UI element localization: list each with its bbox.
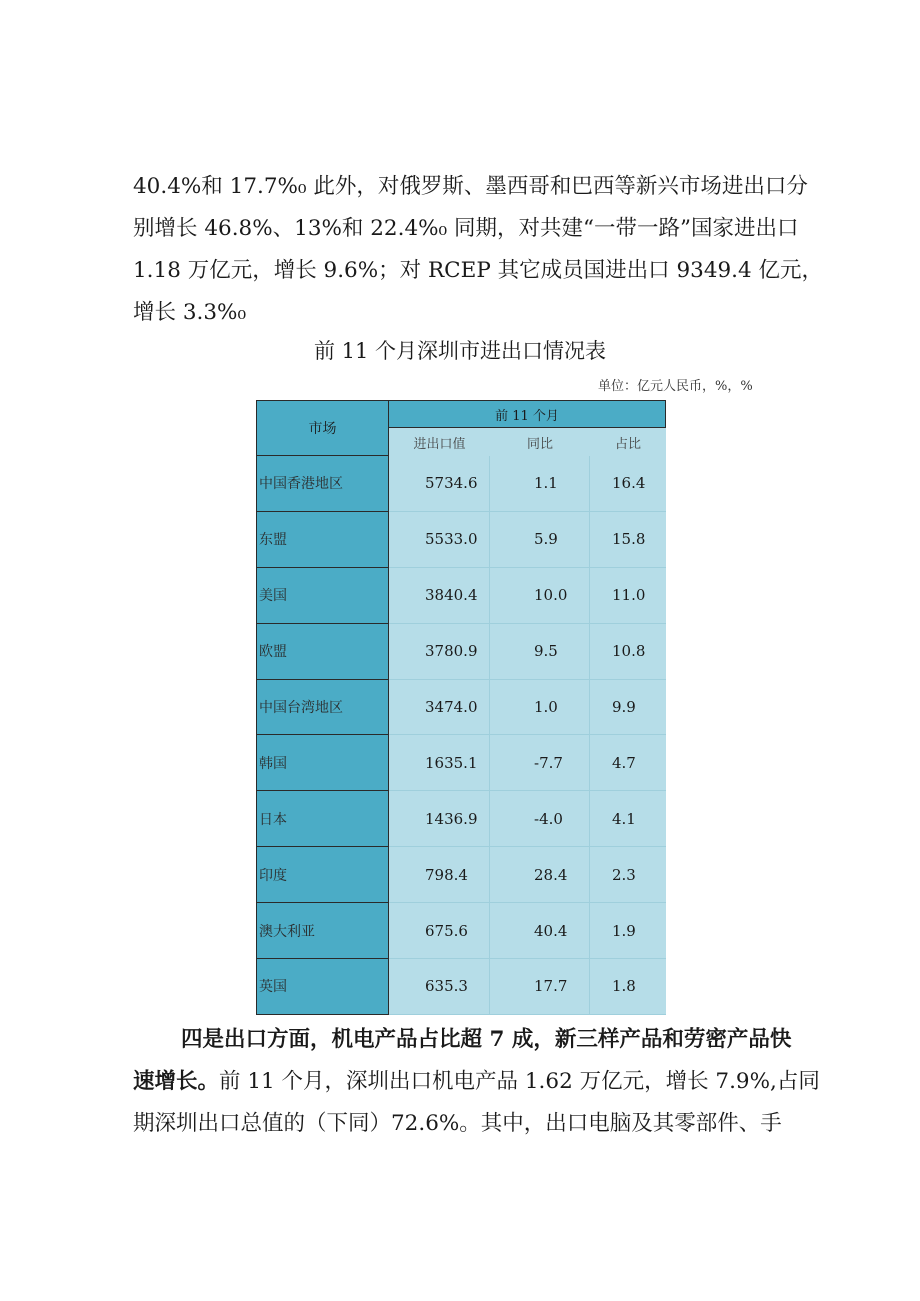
yoy-cell: 17.7 [490,959,590,1015]
yoy-cell: 28.4 [490,847,590,903]
market-column-header: 市场 [256,400,389,456]
table-row [256,680,666,736]
yoy-cell: 1.1 [490,456,590,512]
share-cell: 1.8 [590,959,666,1015]
share-cell: 1.9 [590,903,666,959]
table-caption: 前 11 个月深圳市进出口情况表 [313,339,607,363]
paragraph-line: 四是出口方面，机电产品占比超 7 成，新三样产品和劳密产品快 [181,1027,792,1052]
yoy-cell: -7.7 [490,735,590,791]
value-cell: 635.3 [389,959,490,1015]
yoy-cell: 1.0 [490,680,590,736]
table-row [256,959,666,1015]
value-cell: 1436.9 [389,791,490,847]
table-body [256,456,666,1015]
market-cell: 日本 [256,791,389,847]
table-row [256,568,666,624]
value-cell: 3474.0 [389,680,490,736]
yoy-cell: 9.5 [490,624,590,680]
paragraph-line [133,1061,820,1103]
share-cell: 16.4 [590,456,666,512]
market-cell: 澳大利亚 [256,903,389,959]
table-row [256,456,666,512]
period-header: 前 11 个月 [389,400,666,428]
table-row [256,512,666,568]
table-row [256,791,666,847]
value-cell: 1635.1 [389,735,490,791]
table-row [256,735,666,791]
market-cell: 印度 [256,847,389,903]
share-cell: 4.1 [590,791,666,847]
paragraph-line: 40.4%和 17.7%₀ 此外，对俄罗斯、墨西哥和巴西等新兴市场进出口分 [133,174,808,199]
share-cell: 9.9 [590,680,666,736]
yoy-cell: 5.9 [490,512,590,568]
market-cell: 美国 [256,568,389,624]
market-cell: 韩国 [256,735,389,791]
table-row [256,624,666,680]
market-cell: 欧盟 [256,624,389,680]
market-cell: 中国香港地区 [256,456,389,512]
bold-lead: 速增长。 [133,1069,220,1094]
value-column-header: 进出口值 [389,428,490,456]
yoy-cell: 40.4 [490,903,590,959]
value-cell: 5734.6 [389,456,490,512]
market-cell: 中国台湾地区 [256,680,389,736]
export-paragraph [133,1019,820,1145]
market-cell: 东盟 [256,512,389,568]
paragraph-text: 前 11 个月，深圳出口机电产品 1.62 万亿元，增长 7.9%,占同 [219,1069,820,1094]
value-cell: 3840.4 [389,568,490,624]
value-cell: 675.6 [389,903,490,959]
share-cell: 2.3 [590,847,666,903]
intro-paragraph [133,166,824,334]
table-row [256,903,666,959]
share-cell: 15.8 [590,512,666,568]
yoy-cell: 10.0 [490,568,590,624]
share-cell: 4.7 [590,735,666,791]
yoy-cell: -4.0 [490,791,590,847]
share-cell: 10.8 [590,624,666,680]
share-column-header: 占比 [590,428,666,456]
table-row [256,847,666,903]
value-cell: 5533.0 [389,512,490,568]
trade-table [256,400,666,1015]
share-cell: 11.0 [590,568,666,624]
value-cell: 798.4 [389,847,490,903]
paragraph-line: 别增长 46.8%、13%和 22.4%₀ 同期，对共建“一带一路”国家进出口 [133,216,799,241]
yoy-column-header: 同比 [490,428,590,456]
table-unit-note: 单位：亿元人民币，%，% [598,379,753,394]
market-cell: 英国 [256,959,389,1015]
paragraph-line: 1.18 万亿元，增长 9.6%；对 RCEP 其它成员国进出口 9349.4 亿元， [133,258,824,283]
paragraph-line: 增长 3.3%₀ [133,300,247,325]
paragraph-line: 期深圳出口总值的（下同）72.6%。其中，出口电脑及其零部件、手 [133,1111,782,1136]
value-cell: 3780.9 [389,624,490,680]
